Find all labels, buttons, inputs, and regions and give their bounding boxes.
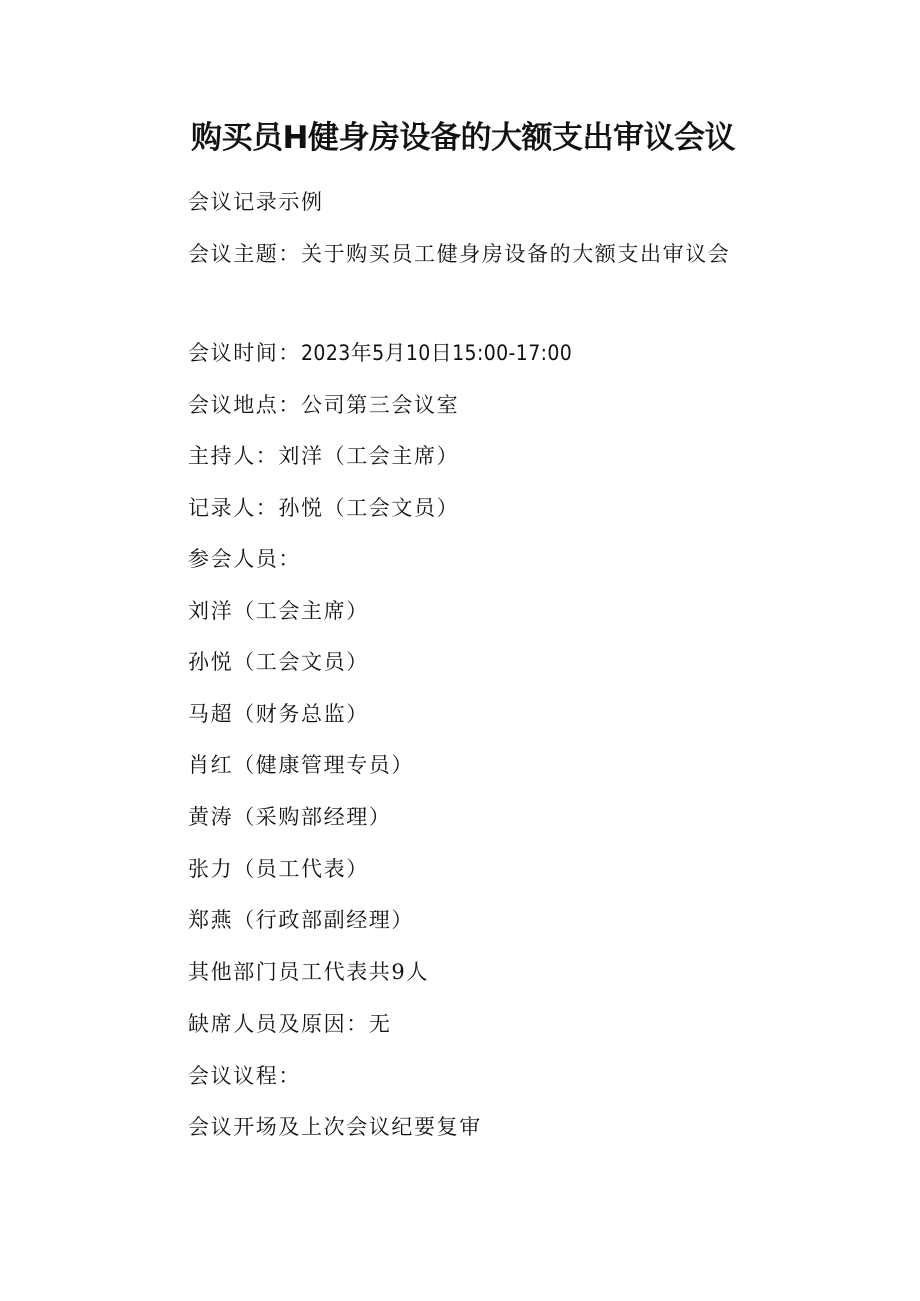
meeting-topic [188, 240, 730, 268]
attendee-item: 马超（财务总监） [188, 702, 369, 726]
document-title: 购买员H健身房设备的大额支出审议会议 [191, 120, 735, 156]
meeting-time-value: 2023年5月10日15:00-17:00 [301, 341, 573, 365]
absent-value: 无 [368, 1012, 392, 1036]
meeting-place-value: 公司第三会议室 [301, 393, 460, 417]
meeting-place [188, 391, 459, 419]
meeting-recorder-value: 孙悦（工会文员） [278, 496, 460, 520]
meeting-host [188, 442, 459, 470]
agenda-heading: 会议议程： [188, 1064, 301, 1088]
meeting-host-value: 刘洋（工会主席） [278, 444, 460, 468]
attendee-item: 郑燕（行政部副经理） [188, 908, 414, 932]
meeting-place-label: 会议地点： [188, 393, 301, 417]
meeting-topic-label: 会议主题： [188, 242, 301, 266]
attendee-item: 孙悦（工会文员） [188, 650, 369, 674]
attendees-heading: 参会人员： [188, 547, 301, 571]
agenda-item: 会议开场及上次会议纪要复审 [188, 1115, 482, 1139]
attendee-item: 肖红（健康管理专员） [188, 753, 414, 777]
meeting-recorder [188, 494, 459, 522]
attendee-item: 其他部门员工代表共9人 [188, 960, 429, 984]
absent-info [188, 1010, 391, 1038]
meeting-host-label: 主持人： [188, 444, 279, 468]
document-subtitle: 会议记录示例 [188, 190, 324, 214]
meeting-time-label: 会议时间： [188, 341, 301, 365]
attendee-item: 张力（员工代表） [188, 857, 369, 881]
meeting-recorder-label: 记录人： [188, 496, 279, 520]
attendee-item: 刘洋（工会主席） [188, 599, 369, 623]
meeting-time [188, 339, 572, 367]
absent-label: 缺席人员及原因： [188, 1012, 369, 1036]
attendee-item: 黄涛（采购部经理） [188, 805, 392, 829]
meeting-topic-value: 关于购买员工健身房设备的大额支出审议会 [301, 242, 731, 266]
